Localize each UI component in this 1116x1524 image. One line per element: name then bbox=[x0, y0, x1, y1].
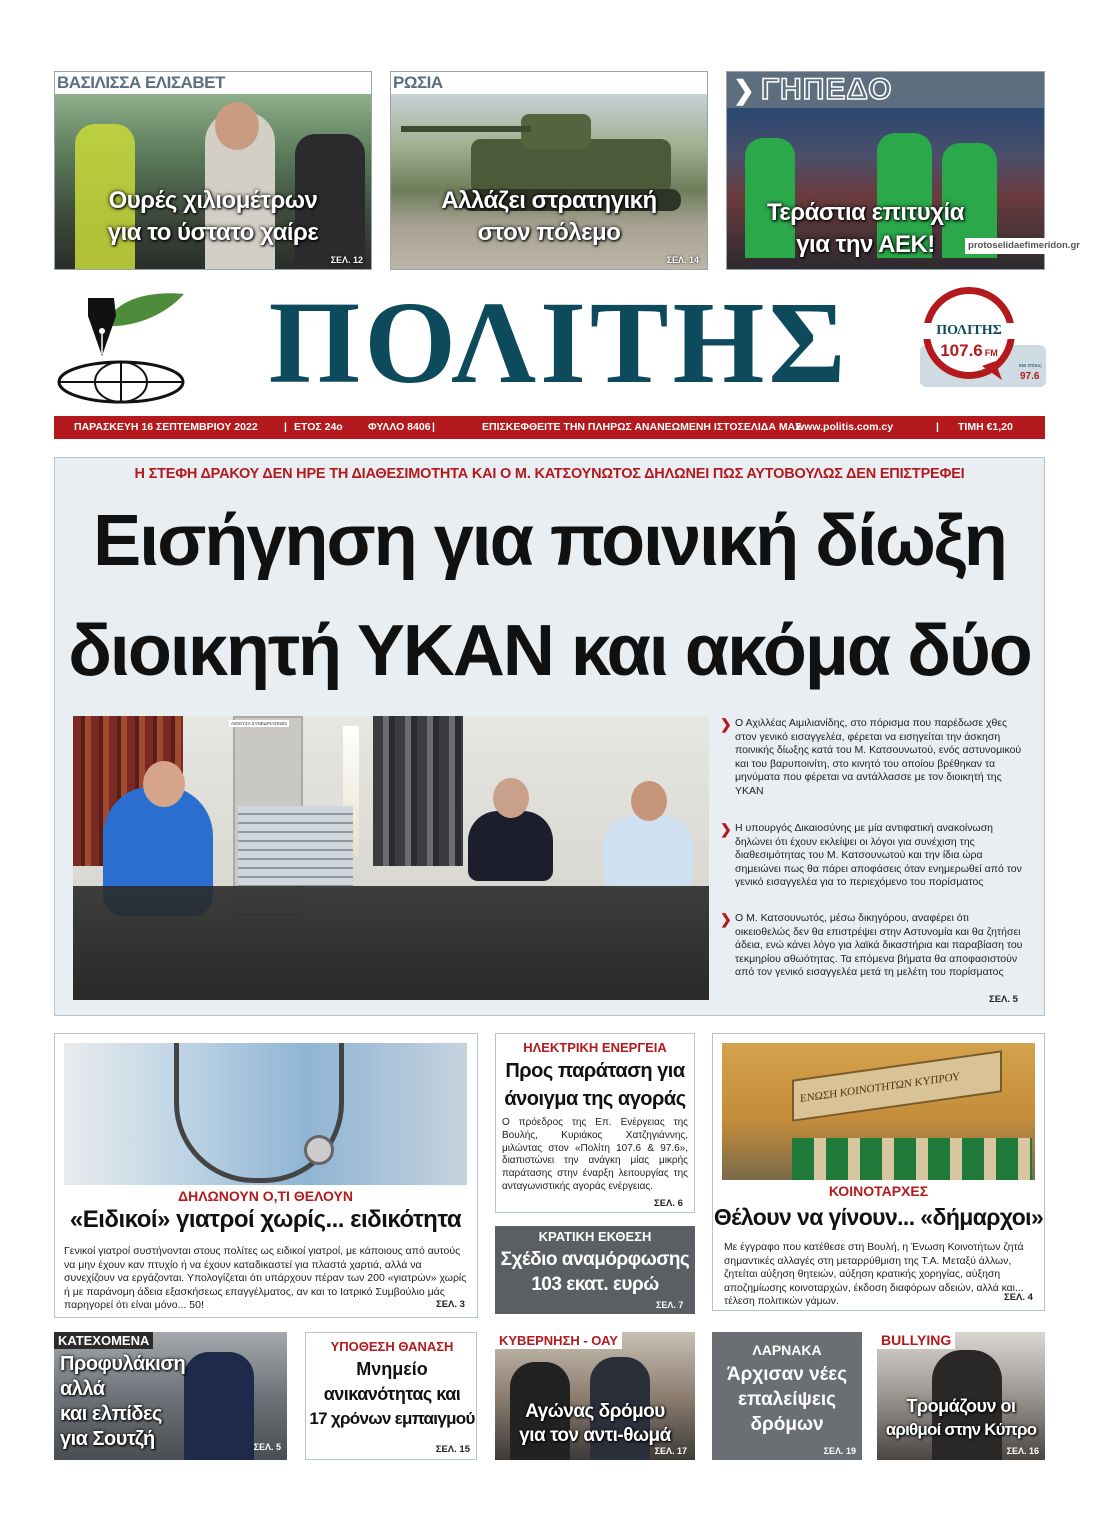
teaser-tag: ΡΩΣΙΑ bbox=[393, 73, 443, 92]
person-right bbox=[603, 816, 693, 886]
bottom-line-3: και ελπίδες bbox=[60, 1403, 162, 1425]
page-ref: ΣΕΛ. 17 bbox=[654, 1446, 687, 1456]
teaser-russia[interactable] bbox=[390, 71, 708, 270]
energy-kicker: ΗΛΕΚΤΡΙΚΗ ΕΝΕΡΓΕΙΑ bbox=[523, 1040, 667, 1055]
radio-freq: 107.6 bbox=[940, 341, 983, 360]
document-stack bbox=[238, 806, 353, 886]
teaser-tag: ΛΑΡΝΑΚΑ bbox=[752, 1342, 822, 1358]
bottom-line-3: 17 χρόνων εμπαιγμού bbox=[309, 1409, 475, 1428]
radio-extra-freq: 97.6 bbox=[1020, 371, 1040, 382]
door-sign: ΑΙΘΟΥΣΑ ΣΥΝΕΔΡΙΑΣΕΩΝ bbox=[231, 721, 287, 726]
page-ref: ΣΕΛ. 5 bbox=[253, 1442, 281, 1452]
teaser-tag: ΒΑΣΙΛΙΣΣΑ ΕΛΙΣΑΒΕΤ bbox=[55, 72, 231, 94]
main-headline-2[interactable]: διοικητή ΥΚΑΝ και ακόμα δύο bbox=[68, 611, 1031, 691]
bottom-teaser-bullying[interactable] bbox=[877, 1332, 1045, 1460]
stethoscope-head bbox=[304, 1135, 334, 1165]
website-link[interactable]: www.politis.com.cy bbox=[796, 421, 894, 433]
bottom-teaser-larnaca[interactable] bbox=[712, 1332, 862, 1460]
teaser-headline-2: στον πόλεμο bbox=[477, 219, 621, 246]
main-bullet-3 bbox=[720, 911, 1025, 980]
chevron-right-icon: ❯ bbox=[720, 911, 732, 927]
page-ref: ΣΕΛ. 5 bbox=[989, 994, 1018, 1005]
teaser-tag: ΓΗΠΕΔΟ bbox=[761, 73, 893, 106]
teaser-photo bbox=[184, 1352, 254, 1460]
page-ref: ΣΕΛ. 3 bbox=[436, 1299, 465, 1310]
chevron-icon: ❯ bbox=[733, 75, 755, 105]
visit-text: ΕΠΙΣΚΕΦΘΕΙΤΕ ΤΗΝ ΠΛΗΡΩΣ ΑΝΑΝΕΩΜΕΝΗ ΙΣΤΟΣΕΛΙΔΑ ΜΑΣ bbox=[482, 421, 802, 433]
expo-headline-1: Σχέδιο αναμόρφωσης bbox=[500, 1249, 690, 1270]
teaser-headline-1: Αλλάζει στρατηγική bbox=[441, 187, 657, 214]
info-bar bbox=[54, 416, 1045, 439]
bottom-line-2: επαλείψεις bbox=[737, 1389, 837, 1410]
page-ref: ΣΕΛ. 19 bbox=[823, 1446, 856, 1456]
watermark: protoselidaefimeridon.gr bbox=[965, 238, 1083, 254]
person-middle-head bbox=[493, 778, 529, 818]
teaser-tag: ΥΠΟΘΕΣΗ ΘΑΝΑΣΗ bbox=[330, 1339, 454, 1354]
community-photo bbox=[722, 1043, 1035, 1180]
separator: | bbox=[936, 421, 939, 433]
page-ref: ΣΕΛ. 16 bbox=[1006, 1446, 1039, 1456]
bottom-teaser-occupied[interactable] bbox=[54, 1332, 287, 1460]
teaser-headline-2: για την ΑΕΚ! bbox=[796, 231, 935, 258]
chevron-right-icon: ❯ bbox=[720, 716, 732, 732]
bottom-line-1: Μνημείο bbox=[356, 1359, 428, 1379]
bottom-line-2: ανικανότητας και bbox=[323, 1384, 461, 1404]
radio-frequency bbox=[927, 341, 1011, 361]
teaser-headline-1: Ουρές χιλιομέτρων bbox=[108, 187, 318, 214]
community-kicker: ΚΟΙΝΟΤΑΡΧΕΣ bbox=[828, 1183, 929, 1199]
teaser-queen[interactable] bbox=[54, 71, 372, 270]
page-ref: ΣΕΛ. 4 bbox=[1004, 1292, 1033, 1303]
bottom-line-1: Τρομάζουν οι bbox=[906, 1396, 1016, 1416]
page-ref: ΣΕΛ. 12 bbox=[330, 255, 363, 265]
chevron-right-icon: ❯ bbox=[720, 821, 732, 837]
community-headline: Θέλουν να γίνουν... «δήμαρχοι» bbox=[713, 1204, 1044, 1230]
pen-globe-icon bbox=[56, 286, 186, 404]
page-ref: ΣΕΛ. 6 bbox=[654, 1198, 683, 1209]
doctors-headline: «Ειδικοί» γιατροί χωρίς... ειδικότητα bbox=[69, 1206, 462, 1233]
masthead-title: ΠΟΛΙΤΗΣ bbox=[268, 277, 850, 408]
teaser-tag: BULLYING bbox=[877, 1332, 955, 1349]
community-sign: ΕΝΩΣΗ ΚΟΙΝΟΤΗΤΩΝ ΚΥΠΡΟΥ bbox=[800, 1070, 960, 1106]
main-kicker: Η ΣΤΕΦΗ ΔΡΑΚΟΥ ΔΕΝ ΗΡΕ ΤΗ ΔΙΑΘΕΣΙΜΟΤΗΤΑ ΚΑΙ Ο Μ. ΚΑΤΣΟΥΝΩΤΟΣ ΔΗΛΩΝΕΙ ΠΩΣ ΑΥΤΟΒΟΥΛΩΣ ΔΕΝ ΕΠΙΣΤΡΕΦΕΙ bbox=[134, 466, 965, 482]
page-ref: ΣΕΛ. 15 bbox=[435, 1444, 470, 1455]
energy-body: Ο πρόεδρος της Επ. Ενέργειας της Βουλής, Κυριάκος Χατζηγιάννης, μιλώντας στον «Πολίτη 107.6 & 97.6», διαπιστώνει την ανάγκη μίας μικρής παράτασης στην έναρξη λειτουργίας της ανταγωνιστικής αγοράς ενέργειας. bbox=[502, 1117, 688, 1192]
bookshelf-right bbox=[373, 716, 463, 866]
bottom-line-1: Προφυλάκιση bbox=[60, 1353, 186, 1375]
logo-emblem bbox=[56, 286, 186, 404]
bottom-line-1: Αγώνας δρόμου bbox=[525, 1401, 665, 1422]
bullet-text: Ο Αχιλλέας Αιμιλιανίδης, στο πόρισμα που παρέδωσε χθες στον γενικό εισαγγελέα, φέρεται να εισηγείται την άσκηση ποινικής δίωξης κατά του Μ. Κατσουνωτού, ενός αστυνομικού και του βαρυποινίτη, στο κινητό του οποίου βρέθηκαν τα μηνύματα που φέρεται να αντάλλασσε με τον διοικητή της ΥΚΑΝ bbox=[735, 717, 1022, 797]
bottom-line-3: δρόμων bbox=[750, 1414, 824, 1435]
green-shutters bbox=[792, 1138, 1032, 1180]
radio-badge[interactable] bbox=[915, 287, 1047, 397]
person-right-head bbox=[631, 781, 667, 821]
doctors-photo bbox=[64, 1043, 467, 1185]
main-bullet-2 bbox=[720, 821, 1025, 890]
issue-number: ΦΥΛΛΟ 8406 bbox=[368, 421, 431, 433]
main-bullet-1 bbox=[720, 716, 1025, 798]
energy-headline-1: Προς παράταση για bbox=[505, 1060, 685, 1082]
expo-headline-2: 103 εκατ. ευρώ bbox=[531, 1274, 659, 1295]
bottom-line-2: για τον αντι-θωμά bbox=[519, 1425, 671, 1446]
teaser-tag: ΚΥΒΕΡΝΗΣΗ - ΟΑΥ bbox=[495, 1332, 622, 1349]
radio-unit: FM bbox=[984, 348, 998, 358]
teaser-tag: ΚΑΤΕΧΟΜΕΝΑ bbox=[54, 1332, 153, 1349]
teaser-headline-2: για το ύστατο χαίρε bbox=[107, 219, 319, 246]
radio-name: ΠΟΛΙΤΗΣ bbox=[919, 323, 1019, 339]
bottom-line-2: αλλά bbox=[60, 1378, 105, 1400]
issue-date: ΠΑΡΑΣΚΕΥΗ 16 ΣΕΠΤΕΜΒΡΙΟΥ 2022 bbox=[74, 421, 258, 433]
page-ref: ΣΕΛ. 14 bbox=[666, 255, 699, 265]
bullet-text: Η υπουργός Δικαιοσύνης με μία αντιφατική ανακοίνωση δηλώνει ότι έχουν εκλείψει οι λόγοι για συνέχιση της διαθεσιμότητας του Μ. Κατσουνωτού και την ίδια ώρα σημειώνει πως θα πάρει αποφάσεις όταν ενημερωθεί από τον γενικό εισαγγελέα για το περιεχόμενο του πορίσματος bbox=[735, 822, 1022, 888]
person-middle bbox=[468, 811, 553, 881]
bottom-teaser-government[interactable] bbox=[495, 1332, 695, 1460]
community-body: Με έγγραφο που κατέθεσε στη Βουλή, η Ένωση Κοινοτήτων ζητά σημαντικές αλλαγές στη μεταρρύθμιση της Τ.Α. Μεταξύ άλλων, ζητείται αύξηση θητειών, αύξηση κρατικής χορηγίας, αύξηση αποζημίωσης κοινοταρχών, έκδοση διαφόρων αδειών, αλλά και... τέλεση πολιτικών γάμων. bbox=[724, 1242, 1024, 1307]
bottom-teaser-thanasis[interactable] bbox=[305, 1332, 477, 1460]
teaser-headline-1: Τεράστια επιτυχία bbox=[767, 199, 964, 226]
separator: | bbox=[432, 421, 435, 433]
person-left-head bbox=[143, 761, 185, 807]
main-headline-1[interactable]: Εισήγηση για ποινική δίωξη bbox=[93, 501, 1006, 581]
bullet-text: Ο Μ. Κατσουνωτός, μέσω δικηγόρου, αναφέρει ότι οικειοθελώς δεν θα επιστρέψει στην Αστυνομία και θα ζητήσει άδεια, ενώ κάνει λόγο για λαϊκά δικαστήρια και παραβίαση του τεκμηρίου αθωότητας. Τα επόμενα βήματα θα αποφασιστούν από τον γενικό εισαγγελέα μετά τη μελέτη του πορίσματος bbox=[735, 912, 1023, 978]
expo-kicker: ΚΡΑΤΙΚΗ ΕΚΘΕΣΗ bbox=[538, 1229, 652, 1244]
separator: | bbox=[284, 421, 287, 433]
issue-year: ΕΤΟΣ 24ο bbox=[294, 421, 343, 433]
doctors-kicker: ΔΗΛΩΝΟΥΝ Ο,ΤΙ ΘΕΛΟΥΝ bbox=[178, 1188, 353, 1204]
bottom-line-4: για Σουτζή bbox=[60, 1428, 155, 1450]
doctors-body: Γενικοί γιατροί συστήνονται στους πολίτες ως ειδικοί γιατροί, με κάποιους από αυτούς να μην έχουν καν πτυχίο ή να έχουν καταδικαστεί για πλαστά χαρτιά, αλλά να συνεχίζουν να εργάζονται. Υπολογίζεται ότι υπάρχουν πέραν των 200 «γιατρών» χωρίς ή με παράνομη άδεια εξασκήσεως επαγγέλματος, αν και το Ιατρικό Συμβούλιο μάς παρηγορεί ότι είναι μόνο... 50! bbox=[64, 1245, 467, 1311]
main-photo bbox=[73, 716, 709, 1000]
glass-table bbox=[73, 886, 709, 1000]
price: ΤΙΜΗ €1,20 bbox=[958, 421, 1013, 433]
energy-headline-2: άνοιγμα της αγοράς bbox=[504, 1088, 686, 1110]
radio-extra-label: και στους bbox=[1019, 363, 1042, 369]
bottom-line-1: Άρχισαν νέες bbox=[726, 1364, 848, 1385]
page-ref: ΣΕΛ. 7 bbox=[656, 1300, 684, 1310]
bottom-line-2: αριθμοί στην Κύπρο bbox=[885, 1420, 1037, 1439]
